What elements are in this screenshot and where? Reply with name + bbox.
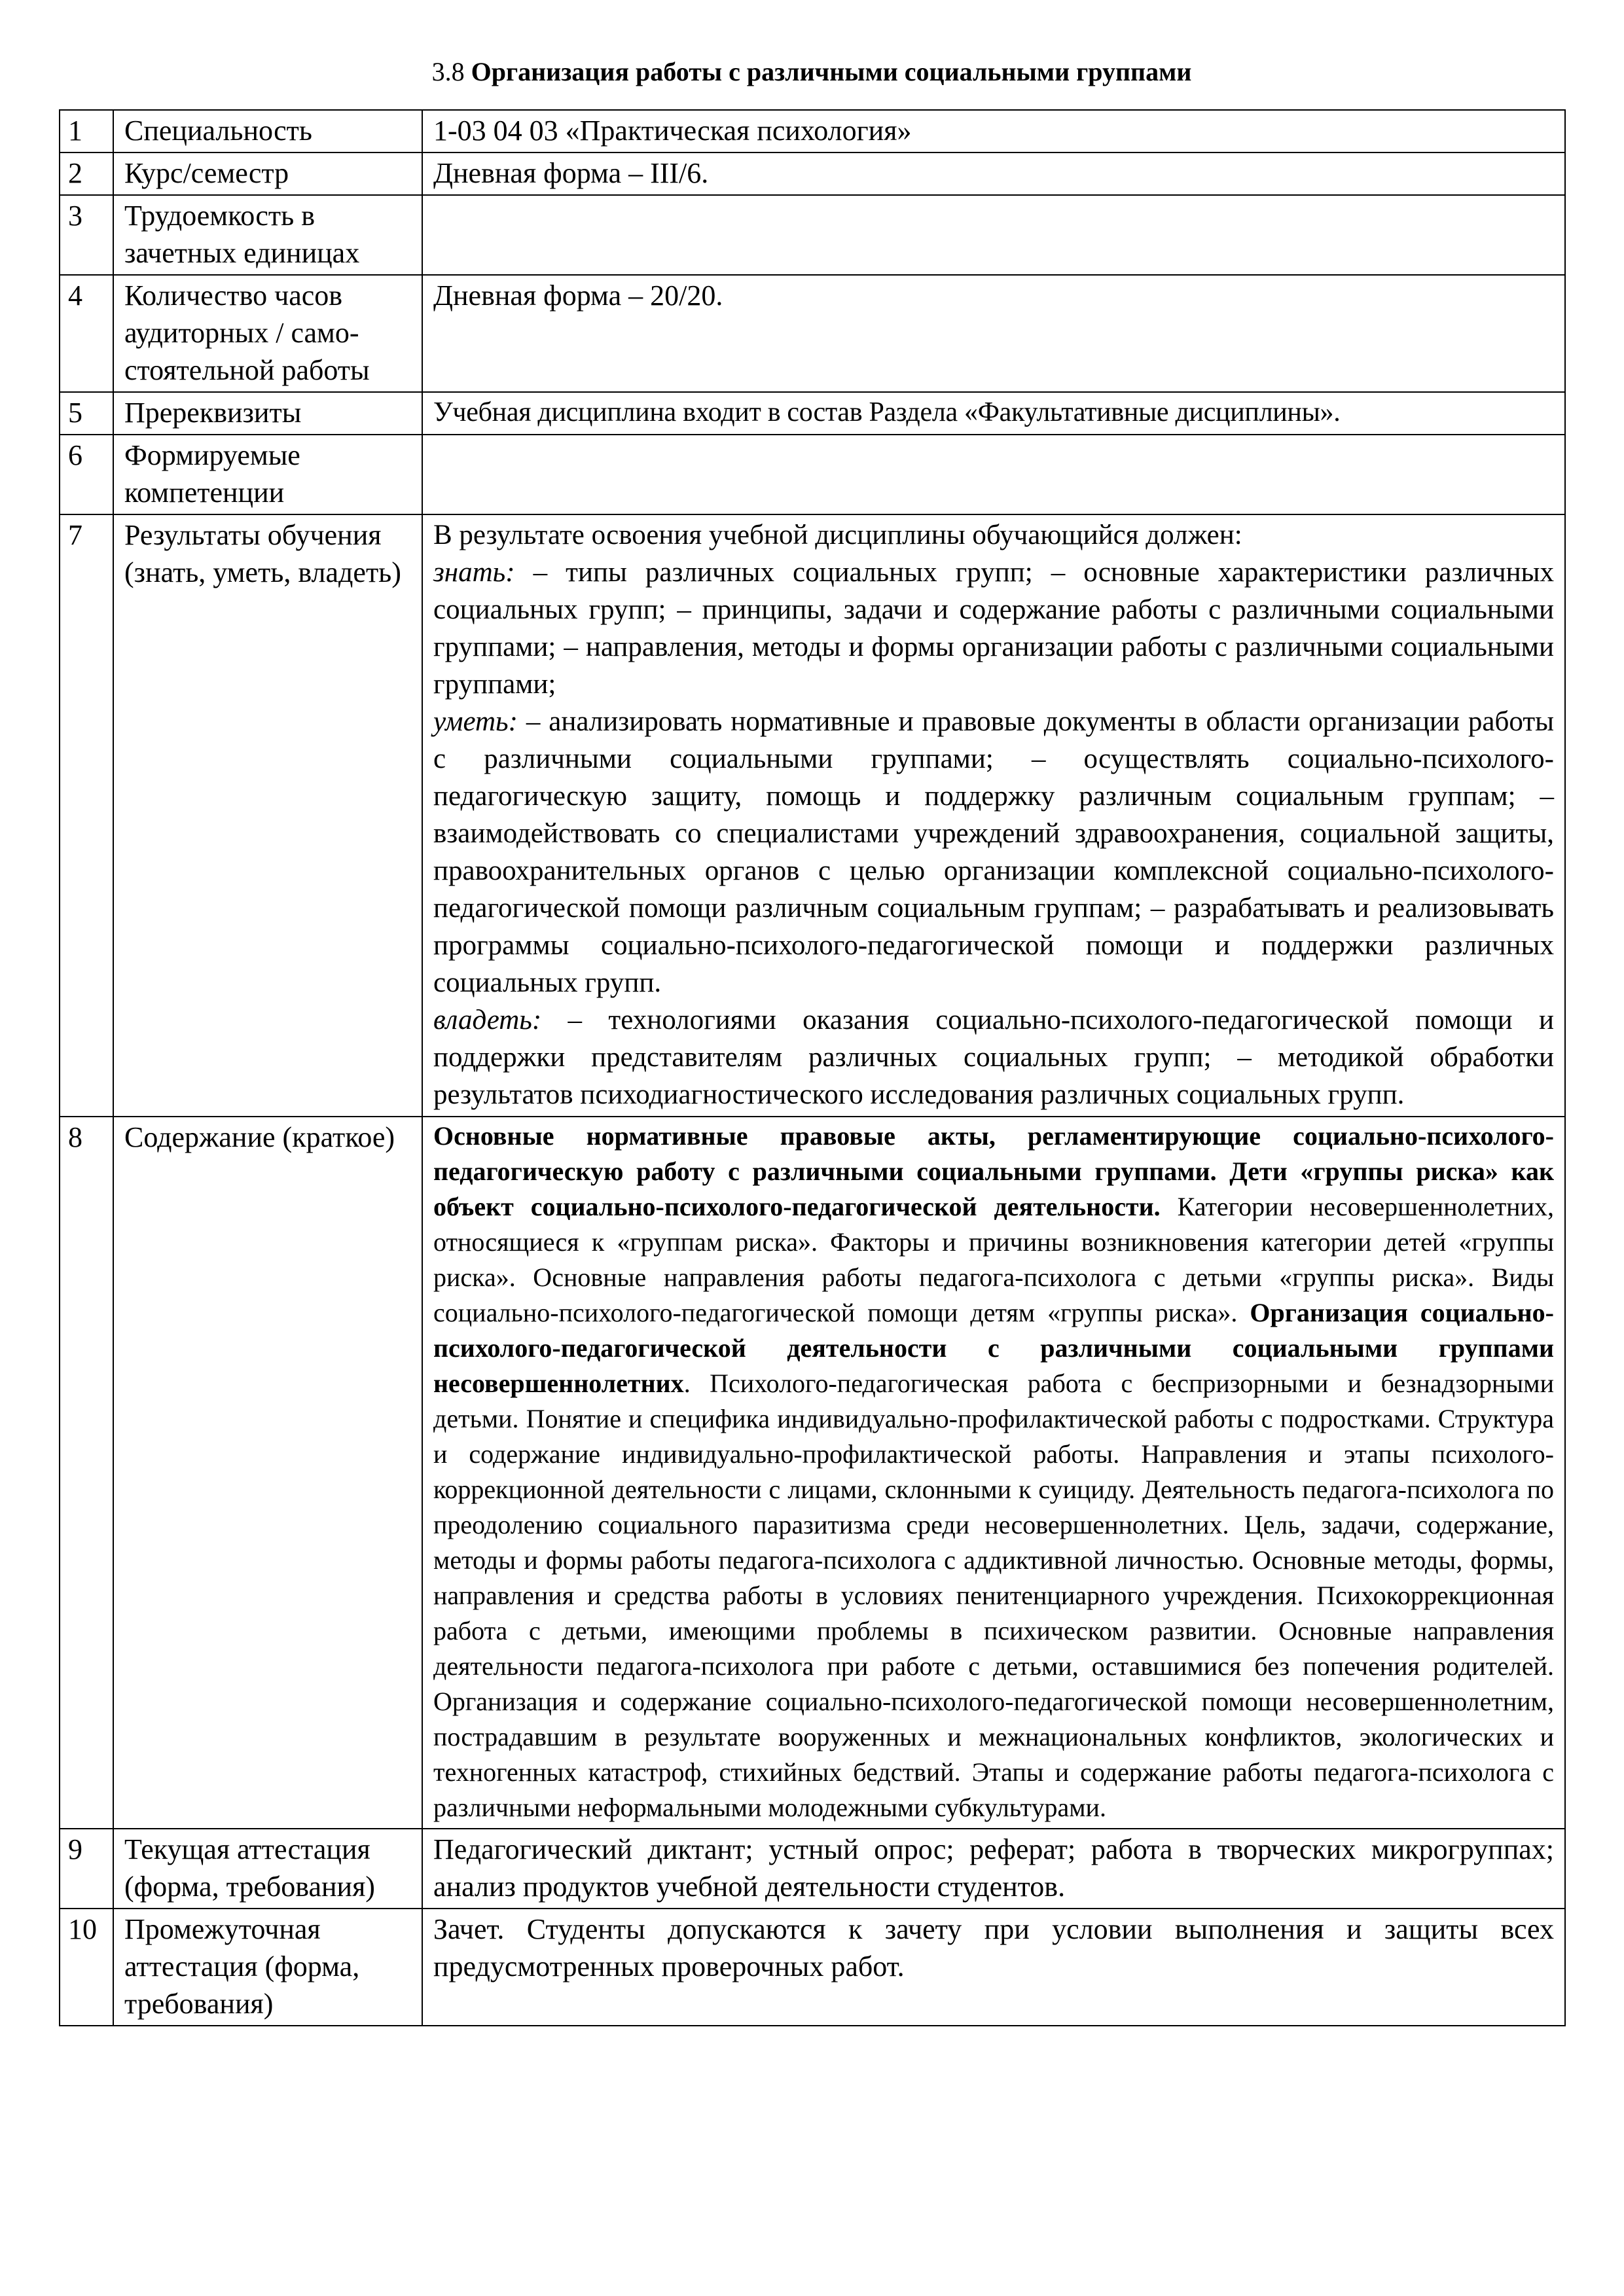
row-number: 2 <box>60 152 113 195</box>
outcomes-intro: В результате освоения учебной дисциплины обучающийся должен: <box>433 520 1242 550</box>
row-number: 7 <box>60 514 113 1117</box>
table-row <box>60 1117 1565 1829</box>
content-bold-2: Организация социально-психолого-педагогической деятельности с различными социальными группами несовершеннолетних <box>433 1298 1554 1398</box>
table-row <box>60 392 1565 435</box>
table-row <box>60 195 1565 275</box>
outcomes-own <box>433 1001 1554 1113</box>
row-value: Зачет. Студенты допускаются к зачету при условии выполнения и защиты всех предусмотренных проверочных работ. <box>422 1909 1565 2026</box>
syllabus-table <box>59 109 1566 2026</box>
table-row <box>60 1909 1565 2026</box>
can-label: уметь: <box>433 706 518 737</box>
row-number: 8 <box>60 1117 113 1829</box>
own-text: – технологиями оказания социально-психолого-педагогической помощи и поддержки представителям различных социальных групп; – методикой обработки результатов психодиагностического исследования различных социальных групп. <box>433 1005 1554 1110</box>
row-number: 9 <box>60 1829 113 1909</box>
row-label: Специальность <box>113 110 422 152</box>
table-row <box>60 152 1565 195</box>
row-value: Дневная форма – 20/20. <box>422 275 1565 392</box>
page-title <box>59 54 1564 90</box>
row-label: Содержание (краткое) <box>113 1117 422 1829</box>
content-text-1: Категории несовершеннолетних, относящиеся к «группам риска». Факторы и причины возникновения категории детей «группы риска». Основные направления работы педагога-психолога с детьми «группы риска». Виды социально-психолого-педагогической помощи детям «группы риска». <box>433 1192 1554 1327</box>
row-number: 1 <box>60 110 113 152</box>
table-row <box>60 1829 1565 1909</box>
section-title: Организация работы с различными социальными группами <box>471 57 1192 86</box>
row-label: Промежуточная аттестация (форма, требования) <box>113 1909 422 2026</box>
row-value <box>422 435 1565 514</box>
row-label: Формируемые компетенции <box>113 435 422 514</box>
row-number: 6 <box>60 435 113 514</box>
row-number: 10 <box>60 1909 113 2026</box>
row-label: Курс/семестр <box>113 152 422 195</box>
row-value: 1-03 04 03 «Практическая психология» <box>422 110 1565 152</box>
content-text-2: . Психолого-педагогическая работа с беспризорными и безнадзорными детьми. Понятие и специфика индивидуально-профилактической работы с подростками. Структура и содержание индивидуально-профилактической работы. Направления и этапы психолого-коррекционной деятельности с лицами, склонными к суициду. Деятельность педагога-психолога по преодолению социального паразитизма среди несовершеннолетних. Цель, задачи, содержание, методы и формы работы педагога-психолога с аддиктивной личностью. Основные методы, формы, направления и средства работы в условиях пенитенциарного учреждения. Психокоррекционная работа с детьми, имеющими проблемы в психическом развитии. Основные направления деятельности педагога-психолога при работе с детьми, оставшимися без попечения родителей. Организация и содержание социально-психолого-педагогической помощи несовершеннолетним, пострадавшим в результате вооруженных и межнациональных конфликтов, экологических и техногенных катастроф, стихийных бедствий. Этапы и содержание работы педагога-психолога с различными неформальными молодежными субкультурами. <box>433 1369 1554 1822</box>
row-label: Пререквизиты <box>113 392 422 435</box>
know-text: – типы различных социальных групп; – основные характеристики различных социальных групп; – принципы, задачи и содержание работы с различными социальными группами; – направления, методы и формы организации работы с различными социальными группами; <box>433 557 1554 700</box>
outcomes-can <box>433 703 1554 1001</box>
table-row <box>60 275 1565 392</box>
row-value: Дневная форма – III/6. <box>422 152 1565 195</box>
row-label: Количество часов аудиторных / само-стоятельной работы <box>113 275 422 392</box>
course-content <box>422 1117 1565 1829</box>
table-row <box>60 514 1565 1117</box>
outcomes-know <box>433 554 1554 703</box>
row-label: Текущая аттестация (форма, требования) <box>113 1829 422 1909</box>
row-label: Трудоемкость в зачетных единицах <box>113 195 422 275</box>
row-number: 5 <box>60 392 113 435</box>
row-number: 3 <box>60 195 113 275</box>
row-value <box>422 195 1565 275</box>
own-label: владеть: <box>433 1005 542 1035</box>
row-number: 4 <box>60 275 113 392</box>
table-row <box>60 110 1565 152</box>
learning-outcomes <box>422 514 1565 1117</box>
can-text: – анализировать нормативные и правовые документы в области организации работы с различными социальными группами; – осуществлять социально-психолого-педагогическую защиту, помощь и поддержку различным социальным группам; – взаимодействовать со специалистами учреждений здравоохранения, социальной защиты, правоохранительных органов с целью организации комплексной социально-психолого-педагогической помощи различным социальным группам; – разрабатывать и реализовывать программы социально-психолого-педагогической помощи и поддержки различных социальных групп. <box>433 706 1554 998</box>
row-label: Результаты обучения (знать, уметь, владеть) <box>113 514 422 1117</box>
content-bold-1: Основные нормативные правовые акты, регламентирующие социально-психолого-педагогическую работу с различными социальными группами. Дети «группы риска» как объект социально-психолого-педагогической деятельности. <box>433 1121 1554 1221</box>
know-label: знать: <box>433 557 515 588</box>
row-value: Учебная дисциплина входит в состав Раздела «Факультативные дисциплины». <box>422 392 1565 435</box>
row-value: Педагогический диктант; устный опрос; реферат; работа в творческих микрогруппах; анализ продуктов учебной деятельности студентов. <box>422 1829 1565 1909</box>
section-number: 3.8 <box>431 57 465 86</box>
table-row <box>60 435 1565 514</box>
